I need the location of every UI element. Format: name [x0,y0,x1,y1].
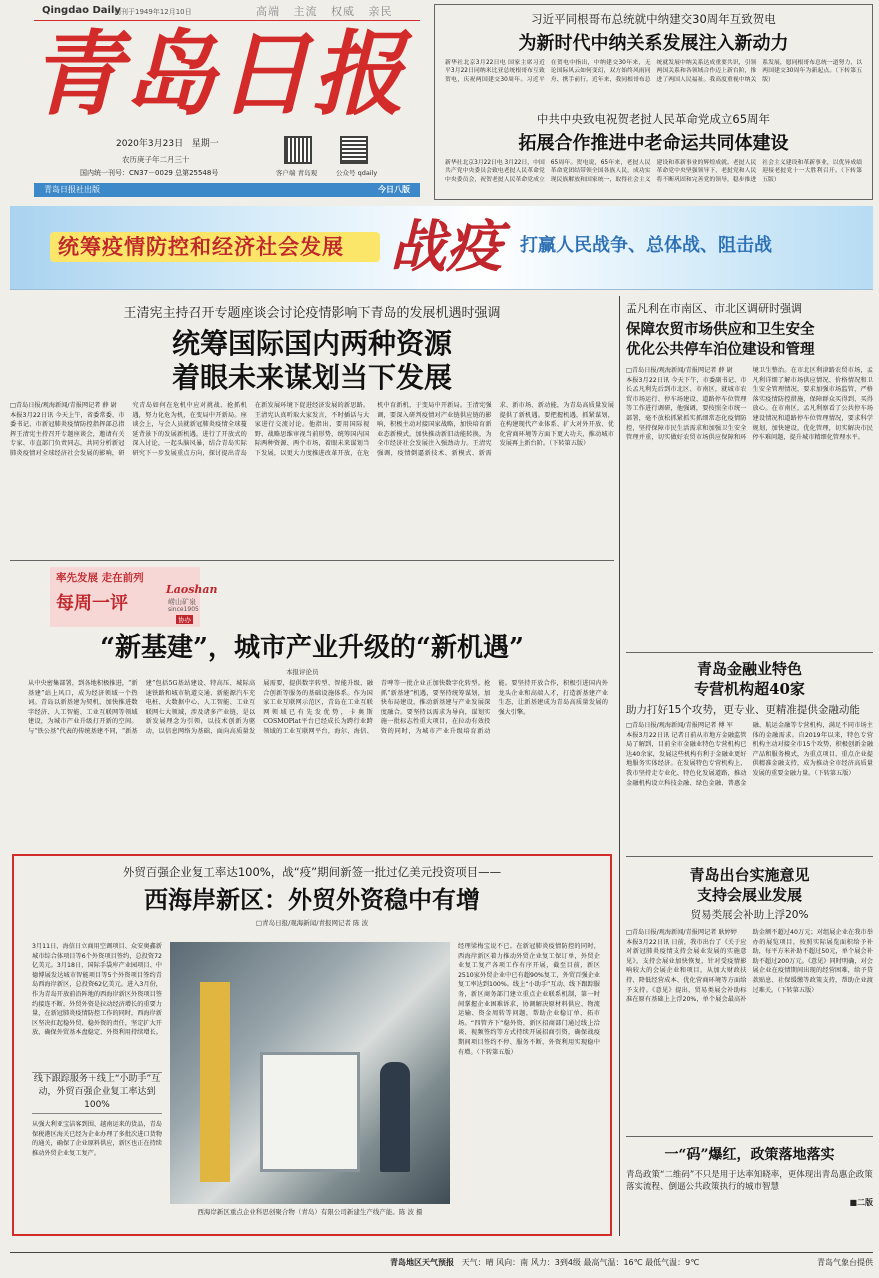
xihai-kicker: 外贸百强企业复工率达100%，战“疫”期间新签一批过亿美元投资项目—— [122,865,502,879]
right3-byline: □青岛日报/观海新闻/青报网记者 耿婷婷 [626,929,737,936]
qr-label-2: 公众号 qdaily [336,169,378,177]
sponsor-xie: 协办 [178,616,191,624]
photo-tank [260,1052,360,1172]
right3-story2-body: 青岛政策“二维码”不只是用于达率知晓率，更体现出青岛惠企政策落实流程、倒逼公共政策执行的城市智慧 [626,1170,873,1192]
lead-headline-2: 着眼未来谋划当下发展 [171,361,452,394]
right3-headline-1: 青岛出台实施意见 [689,866,810,884]
page-count: 今日八版 [378,185,410,194]
xihai-body-left: 3月11日，海信日立商用空调项目、众安奥鑫新城市综合体项目等6个外资项目签约，总投资72亿美元。3月18日，国际手袋库产业园项目、中德博展发达城市智能项目等5个外资项目签约青岛西海岸新区，总投资62亿美元。进入3月份，作为青岛开放前沿阵地的西海岸新区外资项目签约接连不断。外贸外资是拉动经济增长的重要力量，在新冠肺炎疫情防控工作的同时，西海岸新区坚决扛起稳外贸、稳外资的责任，坚定扩大开放，确保外贸基本盘稳定、外资利用持续增长。 [32,943,162,1037]
masthead-slogans [256,3,393,19]
right-story-1 [626,296,873,646]
right1-headline-1: 保障农贸市场供应和卫生安全 [626,321,815,338]
story2-headline: 拓展合作推进中老命运共同体建设 [518,133,789,154]
lead-body: □青岛日报/观海新闻/青报网记者 薛 尉 本报3月22日讯 今天上午，省委常委、市委书记、市新冠肺炎疫情防控指挥部总指挥王清宪主持召开专题座谈会，邀请有关专家、市直部门负责同志，共同分析新冠肺炎疫情对全球经济社会发展的影响，研究青岛如何在危机中应对挑战、抢抓机遇，努力化危为机，在变局中开新局。座谈会上，与会人员就新冠肺炎疫情全球蔓延背景下的发展新机遇，进行了开放式的深入讨论，一起头脑风暴，结合青岛实际研究下一步发展重点方向，探讨提出青岛在新发展环境下促进经济发展的新思路。王清宪认真听取大家发言，不时插话与大家进行交流讨论。他指出，要用国际视野、战略思维审视当前形势，统筹国内国际两种资源、两个市场，着眼未来谋划当下发展，以更大力度推进改革开放，在危机中育新机、于变局中开新局。王清宪强调，要深入研判疫情对产业链供应链的影响，积极主动对接国家战略，加快培育新业态新模式，加快推动新旧动能转换，为全市经济社会发展注入强劲动力。王清宪强调，疫情倒逼新技术、新模式、新需求、新市场、新动能，为青岛高质量发展提供了新机遇。要把握机遇，抓紧谋划，在构建现代产业体系、扩大对外开放、优化营商环境等方面下更大功夫，推动城市发展再上新台阶。（下转第五版） [10,402,614,457]
qr-code-1-icon [284,136,312,164]
issue-weekday: 星期一 [191,139,219,149]
right3-headline-2: 支持会展业发展 [696,886,802,904]
weekly-headline: “新基建”，城市产业升级的“新机遇” [100,633,524,663]
right2-byline: □青岛日报/观海新闻/青报网记者 傅 军 [626,722,733,729]
sponsor-cn: 崂山矿泉 [168,598,196,606]
photo-caption: 西海岸新区重点企业科思创聚合物（青岛）有限公司新建生产线产能。陈 波 摄 [197,1208,423,1216]
right3-sub: 贸易类展会补助上浮20% [690,909,809,921]
right3-body: □青岛日报/观海新闻/青报网记者 耿婷婷 本报3月22日讯 日前，我市出台了《关于应对新冠肺炎疫情支持会展业发展的实施意见》，支持会展业加快恢复，针对受疫情影响较大的会展企业和项目，从加大财政扶持、降低经营成本、优化营商环境等方面给予支持。《意见》提出，贸易类展会补助标准在原有基础上上浮20%，单个展会最高补助金额不超过40万元；对组展企业在我市举办的展览项目，按照实际展览面积给予补助，每平方米补助不超过50元，单个展会补助不超过200万元。《意见》同时明确，对会展企业在疫情期间出现的经营困难，给予贷款贴息、社保缓缴等政策支持，帮助企业渡过难关。（下转第五版） [626,929,873,1004]
weather-details: 天气：晴 风向：南 风力：3到4级 最高气温：16℃ 最低气温：9℃ [461,1258,700,1267]
weather-title: 青岛地区天气预报 [390,1258,454,1267]
lead-kicker: 王清宪主持召开专题座谈会讨论疫情影响下青岛的发展机遇时强调 [123,306,501,321]
weekly-commentary [10,560,614,850]
xihai-more: （下转第五版） [476,1048,517,1056]
right2-headline-1: 青岛金融业特色 [696,660,802,678]
lead-story [10,294,614,562]
right2-sub: 助力打好15个攻势，更专业、更精准提供金融动能 [626,704,860,716]
column-divider [619,296,620,1236]
story2-kicker: 中共中央致电祝贺老挝人民革命党成立65周年 [536,112,771,126]
right3-story2-headline: 一“码”爆红，政策落地落实 [664,1147,835,1163]
right2-body: □青岛日报/观海新闻/青报网记者 傅 军 本报3月22日讯 记者日前从市地方金融监管局了解到，目前全市金融业特色专营机构已达40余家，发展这些机构有利于金融业更好地服务实体经济。在发展特色专营机构上，我市坚持走专业化、特色化发展道路，推动金融机构设立科技金融、绿色金融、普惠金融、航运金融等专营机构，满足不同市场主体的金融需求。自2019年以来，特色专营机构主动对接全市15个攻势，积极创新金融产品和服务模式，为重点项目、重点企业提供精准金融支持，成为推动全市经济高质量发展的重要金融力量。（下转第五版） [626,722,873,787]
qr-code-2-icon [340,136,368,164]
publisher-bar [34,183,420,197]
weekly-tag: 率先发展 走在前列 [56,572,144,584]
story1-body: 新华社北京3月22日电 国家主席习近平3月22日同纳米比亚总统根哥布互致贺电，庆祝两国建交30周年。习近平在贺电中指出，中纳建交30年来，无论国际风云如何变幻，双方始终风雨同舟、携手前行，近年来，我同根哥布总统就发展中纳关系达成重要共识，引领两国关系和各领域合作迈上新台阶，推进了两国人民福祉。我高度重视中纳关系发展，愿同根哥布总统一道努力，以两国建交30周年为新起点。（下转第五版） [445,60,862,83]
story2-more: （下转第五版） [762,168,862,183]
slogan-1: 高端 [256,5,280,18]
sponsor-since: since1905 [168,606,199,613]
story1-headline: 为新时代中纳关系发展注入新动力 [518,33,789,54]
masthead-issn: 国内统一刊号：CN37－0029 总第25548号 [80,169,219,177]
masthead-english-name: Qingdao Daily [42,5,121,16]
story1-kicker: 习近平同根哥布总统就中纳建交30周年互致贺电 [531,12,776,26]
weather-footer [10,1252,873,1272]
banner-left-text: 统筹疫情防控和经济社会发展 [58,234,344,259]
factory-photo [170,942,450,1204]
weekly-byline: 本报评论员 [286,668,319,676]
masthead-founded: 创刊于1949年12月10日 [114,8,192,16]
photo-machine-frame [200,982,230,1182]
right3-more: （下转第五版） [777,986,818,994]
xihai-headline: 西海岸新区：外贸外资稳中有增 [144,885,480,914]
masthead-date [116,136,219,149]
right2-more: （下转第五版） [814,769,855,777]
weekly-title: 每周一评 [56,593,128,614]
story1-more: （下转第五版） [762,68,862,83]
masthead-lunar: 农历庚子年二月三十 [122,155,190,164]
masthead-title: 青岛日报 [30,20,407,128]
slogan-3: 权威 [331,5,355,18]
xihai-byline: □青岛日报/观海新闻/青报网记者 陈 波 [255,919,369,927]
right2-headline-2: 专营机构超40家 [694,680,805,698]
banner-middle-text: 战疫 [390,214,502,280]
photo-worker [380,1062,410,1172]
banner-right-text: 打赢人民战争、总体战、阻击战 [520,235,772,256]
right1-kicker: 孟凡利在市南区、市北区调研时强调 [626,302,802,315]
xihai-body-right: 经理梁梅宝说不已。在新冠肺炎疫情防控的同时，西海岸新区着力推动外贸企业复工保订单，外贸企业复工复产各项工作有序开展，截至目前，新区2510家外贸企业中已有超90%复工，外贸百强企业复工率达到100%。线上“小助手”互动、线下跟踪服务，新区商务部门建立重点企业联系机制，第一时间掌握企业困难诉求，协调解决原材料供应、物流运输、资金周转等问题，帮助企业稳订单、拓市场。“四管齐下”稳外资，新区招商部门通过线上洽谈、视频签约等方式持续开展招商引资，确保战疫期间项目签约不停、服务不断，外资利用实现稳中有增。（下转第五版） [458,943,600,1056]
campaign-banner [10,206,873,290]
top-right-box [434,4,873,200]
qr-label-1: 客户端 青岛观 [276,169,318,177]
lead-byline: □青岛日报/观海新闻/青报网记者 薛 尉 [10,402,117,409]
weather-source: 青岛气象台提供 [817,1258,873,1267]
lead-headline-1: 统筹国际国内两种资源 [171,327,452,360]
masthead [10,2,420,200]
lead-more: （下转第五版） [549,440,590,448]
right3-story2-page: ■二版 [849,1198,873,1207]
xihai-story [12,854,612,1236]
story2-body: 新华社北京3月22日电 3月22日，中国共产党中央委员会致电老挝人民革命党中央委员会，祝贺老挝人民革命党成立65周年。贺电说，65年来，老挝人民革命党团结带领全国各族人民，成功实现民族解放和国家统一，取得社会主义建设和革新事业的辉煌成就。老挝人民革命党中央坚强领导下，老挝党和人民将不断巩固和完善党的领导，稳步推进社会主义建设和革新事业，以优异成绩迎接老挝党十一大胜利召开。（下转第五版） [445,160,862,183]
right3-story2 [626,1136,873,1208]
slogan-4: 亲民 [368,5,393,18]
xihai-body-left-2: 从强大利亚宝洁客到围、越南运来的货品，青岛保税港区海关已经为企业办理了多批次进口货物的通关，确保了企业原料供应，新区也正在持续推动外贸企业复工复产。 [32,1121,162,1157]
xihai-sub-head: 线下跟踪服务＋线上“小助手”互动，外贸百强企业复工率达到100% [33,1074,161,1110]
right-story-2 [626,652,873,852]
right1-body: □青岛日报/观海新闻/青报网记者 薛 尉 本报3月22日讯 今天下午，市委副书记、市长孟凡利先后到市北区、市南区，就城市农贸市场运行、停车场建设、道路停车位管理等工作进行调研，他强调，要按照全市统一部署，毫不放松抓紧抓实抓细常态化疫情防控，坚持保障市民生活需求和加强卫生安全管理并重，切实做好农贸市场供应保障和环境卫生整治。在市北区利津路农贸市场，孟凡利详细了解市场供应情况、价格情况和卫生安全管理情况，要求加强市场监管，严格落实疫情防控措施，保障群众买得到、买得放心。在市南区，孟凡利察看了公共停车场建设情况和道路停车位管理情况，要求科学规划，加快建设，优化管理，切实解决市民停车难问题，提升城市精细化管理水平。 [626,367,873,442]
sponsor-name: Laoshan [166,583,218,596]
weekly-body: 从中央密集部署，到各地积极推进，“新基建”站上风口，成为经济领域一个热词。青岛以新基建为契机，加快推进数字经济、人工智能、工业互联网等领域建设，为城市产业升级打开新的空间。与“铁公基”代表的传统基建不同，“新基建”包括5G基站建设、特高压、城际高速铁路和城市轨道交通、新能源汽车充电桩、大数据中心、人工智能、工业互联网七大领域，涉及诸多产业链，是以新发展理念为引领，以技术创新为驱动，以信息网络为基础，面向高质量发展需要，提供数字转型、智能升级、融合创新等服务的基础设施体系。作为国家工业互联网示范区，青岛在工业互联网领域已有先发优势，卡奥斯COSMOPlat平台已经成长为跨行业跨领域的工业互联网平台，海尔、海信、青啤等一批企业正加快数字化转型。抢抓“新基建”机遇，要坚持统筹谋划，加快布局建设，推动新基建与产业发展深度融合。要坚持以需求为导向，谋划实施一批标志性重大项目，在拉动有效投资的同时，为城市产业升级培育新动能。要坚持开放合作，积极引进国内外龙头企业和高端人才，打造新基建产业生态，让新基建成为青岛高质量发展的强大引擎。 [28,680,608,735]
issue-date: 2020年3月23日 [116,139,184,149]
slogan-2: 主流 [293,5,318,18]
right1-byline: □青岛日报/观海新闻/青报网记者 薛 尉 [626,367,733,374]
right-story-3 [626,856,873,1238]
xihai-subhead-box [32,1072,162,1114]
right1-headline-2: 优化公共停车泊位建设和管理 [626,341,815,358]
publisher: 青岛日报社出版 [44,185,100,194]
